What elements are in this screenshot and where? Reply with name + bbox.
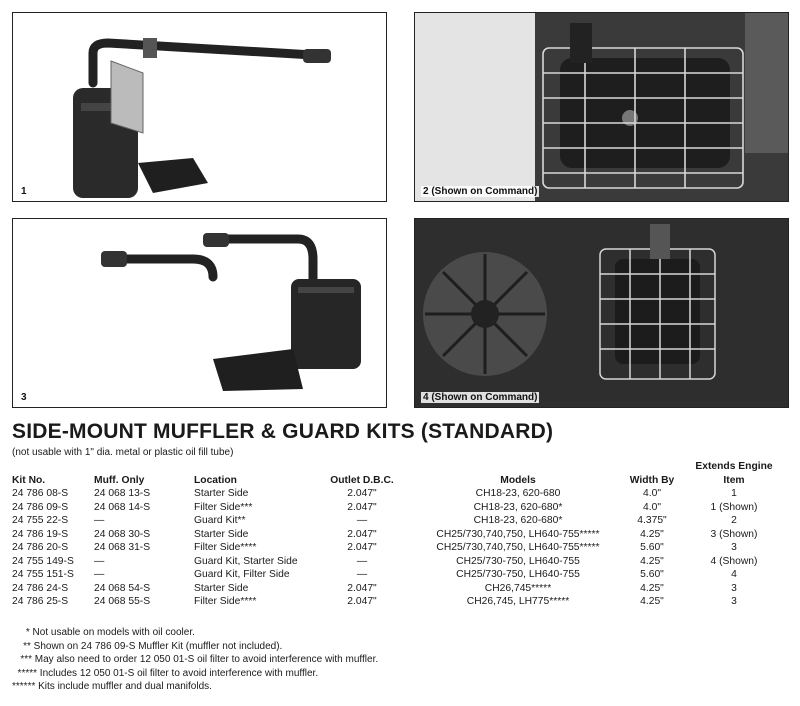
header-models: Models xyxy=(500,474,536,486)
table-row xyxy=(12,568,782,582)
muffler-guard-illustration xyxy=(415,13,788,201)
cell-muff-only: 24 068 14-S xyxy=(94,501,151,513)
cell-models: CH18-23, 620-680 xyxy=(475,488,561,499)
table-row xyxy=(12,541,782,555)
cell-location: Guard Kit, Starter Side xyxy=(194,555,298,567)
photo-caption: 3 xyxy=(21,392,27,403)
cell-kit-no: 24 786 19-S xyxy=(12,528,69,540)
cell-kit-no: 24 786 08-S xyxy=(12,488,69,499)
cell-models: CH18-23, 620-680* xyxy=(473,515,563,526)
cell-outlet: — xyxy=(356,555,368,567)
table-header-row xyxy=(12,474,782,488)
header-muff-only: Muff. Only xyxy=(94,474,145,486)
header-outlet: Outlet D.B.C. xyxy=(330,474,394,486)
table-row xyxy=(12,514,782,528)
cell-width: 4.0" xyxy=(643,501,661,513)
table-row xyxy=(12,595,782,609)
cell-location: Starter Side xyxy=(194,582,249,594)
cell-outlet: — xyxy=(356,515,368,526)
cell-item: 1 xyxy=(731,488,737,499)
cell-width: 4.0" xyxy=(643,488,661,499)
table-row xyxy=(12,555,782,569)
cell-models: CH18-23, 620-680* xyxy=(473,501,563,513)
cell-item: 4 xyxy=(731,569,737,580)
header-kit-no: Kit No. xyxy=(12,474,46,486)
cell-location: Guard Kit** xyxy=(194,515,246,526)
cell-outlet: — xyxy=(356,569,368,580)
cell-width: 4.375" xyxy=(637,515,667,526)
header-width-by: Width By xyxy=(629,474,675,486)
header-location: Location xyxy=(194,474,237,486)
cell-muff-only: 24 068 30-S xyxy=(94,528,151,540)
cell-outlet: 2.047" xyxy=(347,542,377,553)
cell-kit-no: 24 786 25-S xyxy=(12,596,69,607)
cell-kit-no: 24 786 24-S xyxy=(12,582,69,594)
cell-models: CH25/730-750, LH640-755 xyxy=(456,555,580,567)
cell-item: 4 (Shown) xyxy=(710,555,758,567)
cell-kit-no: 24 786 20-S xyxy=(12,542,69,553)
cell-muff-only: 24 068 31-S xyxy=(94,542,151,553)
cell-width: 4.25" xyxy=(640,528,664,540)
cell-outlet: 2.047" xyxy=(347,488,377,499)
cell-kit-no: 24 755 151-S xyxy=(12,569,74,580)
kits-table xyxy=(12,460,782,609)
table-row xyxy=(12,582,782,596)
cell-muff-only: 24 068 13-S xyxy=(94,488,151,499)
cell-location: Starter Side xyxy=(194,528,249,540)
footnote: ** Shown on 24 786 09-S Muffler Kit (muffler not included). xyxy=(12,640,283,652)
muffler-illustration xyxy=(13,13,386,201)
cell-location: Starter Side xyxy=(194,488,249,499)
cell-muff-only: — xyxy=(94,555,105,567)
cell-location: Guard Kit, Filter Side xyxy=(194,569,290,580)
cell-outlet: 2.047" xyxy=(347,501,377,513)
table-header-top-row xyxy=(12,460,782,474)
photo-caption: 2 (Shown on Command) xyxy=(423,186,538,197)
cell-models: CH25/730,740,750, LH640-755***** xyxy=(436,528,600,540)
cell-width: 4.25" xyxy=(640,582,664,594)
page-subtitle: (not usable with 1" dia. metal or plastic oil fill tube) xyxy=(12,447,234,458)
page-title: SIDE-MOUNT MUFFLER & GUARD KITS (STANDARD) xyxy=(12,420,554,443)
header-extends-engine: Extends Engine xyxy=(695,461,773,472)
cell-width: 5.60" xyxy=(640,542,664,553)
footnote: ***** Includes 12 050 01-S oil filter to avoid interference with muffler. xyxy=(12,667,319,679)
cell-models: CH25/730,740,750, LH640-755***** xyxy=(436,542,600,553)
cell-models: CH26,745***** xyxy=(484,582,552,594)
cell-width: 4.25" xyxy=(640,596,664,607)
footnote: ****** Kits include muffler and dual manifolds. xyxy=(12,681,212,693)
cell-item: 3 (Shown) xyxy=(710,528,758,540)
cell-item: 2 xyxy=(731,515,737,526)
cell-muff-only: — xyxy=(94,515,105,526)
footnote: *** May also need to order 12 050 01-S oil filter to avoid interference with muffler. xyxy=(12,654,379,666)
cell-outlet: 2.047" xyxy=(347,596,377,607)
cell-width: 5.60" xyxy=(640,569,664,580)
photo-caption: 4 (Shown on Command) xyxy=(423,392,538,403)
photo-1 xyxy=(12,12,387,202)
header-item: Item xyxy=(723,474,745,486)
cell-item: 3 xyxy=(731,542,737,553)
cell-models: CH26,745, LH775***** xyxy=(466,596,570,607)
table-row xyxy=(12,487,782,501)
cell-width: 4.25" xyxy=(640,555,664,567)
cell-location: Filter Side**** xyxy=(194,542,257,553)
table-row xyxy=(12,528,782,542)
cell-location: Filter Side*** xyxy=(194,501,253,513)
cell-outlet: 2.047" xyxy=(347,528,377,540)
footnote: * Not usable on models with oil cooler. xyxy=(12,627,195,638)
table-row xyxy=(12,501,782,515)
muffler-illustration xyxy=(13,219,386,407)
photo-3 xyxy=(12,218,387,408)
cell-models: CH25/730-750, LH640-755 xyxy=(456,569,580,580)
cell-muff-only: — xyxy=(94,569,105,580)
cell-kit-no: 24 755 149-S xyxy=(12,555,74,567)
cell-kit-no: 24 755 22-S xyxy=(12,515,69,526)
footnotes xyxy=(12,626,378,694)
cell-kit-no: 24 786 09-S xyxy=(12,501,69,513)
cell-item: 1 (Shown) xyxy=(710,501,758,513)
photo-4 xyxy=(414,218,789,408)
engine-with-guard-illustration xyxy=(415,219,788,407)
photo-2 xyxy=(414,12,789,202)
cell-muff-only: 24 068 54-S xyxy=(94,582,151,594)
cell-item: 3 xyxy=(731,582,737,594)
cell-outlet: 2.047" xyxy=(347,582,377,594)
photo-caption: 1 xyxy=(21,186,27,197)
cell-item: 3 xyxy=(731,596,737,607)
cell-location: Filter Side**** xyxy=(194,596,257,607)
cell-muff-only: 24 068 55-S xyxy=(94,596,151,607)
